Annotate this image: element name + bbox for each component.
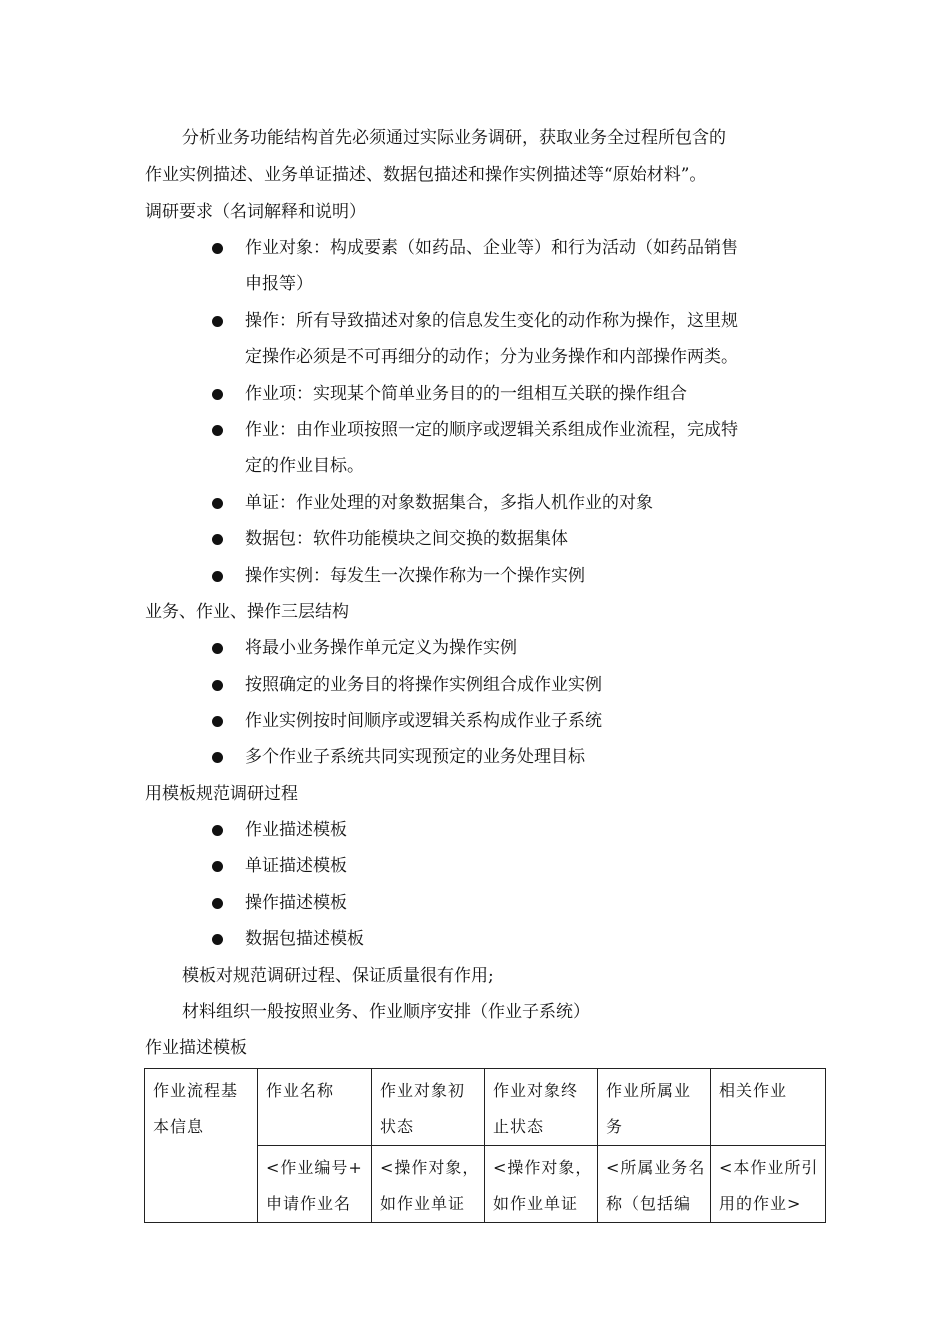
bullet-icon	[212, 425, 223, 436]
cell-text: 本信息	[153, 1117, 205, 1136]
cell-text: <操作对象，	[380, 1158, 480, 1177]
cell-text: 作业对象终	[493, 1081, 579, 1100]
intro-paragraph-line1: 分析业务功能结构首先必须通过实际业务调研，获取业务全过程所包含的	[182, 128, 726, 148]
cell-text: 称（包括编	[606, 1194, 692, 1213]
list-item	[0, 236, 950, 308]
cell-text: 状态	[380, 1117, 415, 1136]
list-item-text: 操作：所有导致描述对象的信息发生变化的动作称为操作，这里规	[245, 311, 738, 331]
bullet-icon	[212, 752, 223, 763]
table-cell	[711, 1146, 826, 1223]
table-row	[145, 1069, 826, 1146]
list-item	[0, 309, 950, 381]
bullet-icon	[212, 861, 223, 872]
heading-template-process: 用模板规范调研过程	[145, 784, 298, 804]
cell-text: 作业对象初	[380, 1081, 466, 1100]
cell-text: 用的作业>	[719, 1194, 802, 1213]
list-item	[0, 418, 950, 490]
cell-text: 作业名称	[266, 1081, 335, 1100]
bullet-icon	[212, 498, 223, 509]
heading-research-requirements: 调研要求（名词解释和说明）	[145, 202, 366, 222]
list-item-text: 数据包描述模板	[245, 929, 364, 949]
list-item-text: 多个作业子系统共同实现预定的业务处理目标	[245, 747, 585, 767]
list-item	[0, 564, 950, 636]
heading-job-description-template: 作业描述模板	[145, 1038, 247, 1058]
bullet-icon	[212, 716, 223, 727]
table-cell	[258, 1146, 372, 1223]
list-item-text: 作业实例按时间顺序或逻辑关系构成作业子系统	[245, 711, 602, 731]
list-item-text-continued: 定操作必须是不可再细分的动作；分为业务操作和内部操作两类。	[245, 347, 738, 367]
cell-text: <操作对象，	[493, 1158, 593, 1177]
cell-text: 申请作业名	[266, 1194, 352, 1213]
list-item-text: 作业：由作业项按照一定的顺序或逻辑关系组成作业流程，完成特	[245, 420, 738, 440]
list-item-text: 操作描述模板	[245, 893, 347, 913]
table-row-header-cell	[145, 1069, 258, 1223]
list-item-text: 单证：作业处理的对象数据集合，多指人机作业的对象	[245, 493, 653, 513]
bullet-icon	[212, 680, 223, 691]
cell-text: <本作业所引	[719, 1158, 819, 1177]
table-header-cell	[258, 1069, 372, 1146]
table-header-cell	[598, 1069, 711, 1146]
list-item-text: 作业项：实现某个简单业务目的的一组相互关联的操作组合	[245, 384, 687, 404]
cell-text: 如作业单证	[380, 1194, 466, 1213]
cell-text: <作业编号+	[266, 1158, 363, 1177]
table-header-cell	[711, 1069, 826, 1146]
bullet-icon	[212, 898, 223, 909]
list-item-text: 作业描述模板	[245, 820, 347, 840]
template-note-line2: 材料组织一般按照业务、作业顺序安排（作业子系统）	[182, 1002, 590, 1022]
cell-text: 作业流程基	[153, 1081, 239, 1100]
bullet-icon	[212, 316, 223, 327]
bullet-icon	[212, 643, 223, 654]
list-item-text: 按照确定的业务目的将操作实例组合成作业实例	[245, 675, 602, 695]
bullet-icon	[212, 389, 223, 400]
cell-text: 相关作业	[719, 1081, 788, 1100]
list-item-text: 数据包：软件功能模块之间交换的数据集体	[245, 529, 568, 549]
table-cell	[598, 1146, 711, 1223]
list-item-text: 作业对象：构成要素（如药品、企业等）和行为活动（如药品销售	[245, 238, 738, 258]
table-cell	[485, 1146, 598, 1223]
bullet-icon	[212, 571, 223, 582]
cell-text: <所属业务名	[606, 1158, 706, 1177]
job-description-template-table	[144, 1068, 826, 1223]
list-item-text-continued: 定的作业目标。	[245, 456, 364, 476]
template-note-line1: 模板对规范调研过程、保证质量很有作用;	[182, 966, 494, 986]
bullet-icon	[212, 534, 223, 545]
cell-text: 止状态	[493, 1117, 545, 1136]
table-cell	[372, 1146, 485, 1223]
bullet-icon	[212, 934, 223, 945]
bullet-icon	[212, 825, 223, 836]
cell-text: 作业所属业	[606, 1081, 692, 1100]
cell-text: 如作业单证	[493, 1194, 579, 1213]
heading-three-layer-structure: 业务、作业、操作三层结构	[145, 602, 349, 622]
list-item	[0, 927, 950, 999]
cell-text: 务	[606, 1117, 624, 1136]
list-item-text: 操作实例：每发生一次操作称为一个操作实例	[245, 566, 585, 586]
intro-paragraph-line2: 作业实例描述、业务单证描述、数据包描述和操作实例描述等“原始材料”。	[145, 165, 707, 185]
table-header-cell	[372, 1069, 485, 1146]
bullet-icon	[212, 243, 223, 254]
list-item-text: 单证描述模板	[245, 856, 347, 876]
list-item	[0, 745, 950, 817]
list-item-text: 将最小业务操作单元定义为操作实例	[245, 638, 517, 658]
list-item-text-continued: 申报等）	[245, 274, 313, 294]
table-header-cell	[485, 1069, 598, 1146]
